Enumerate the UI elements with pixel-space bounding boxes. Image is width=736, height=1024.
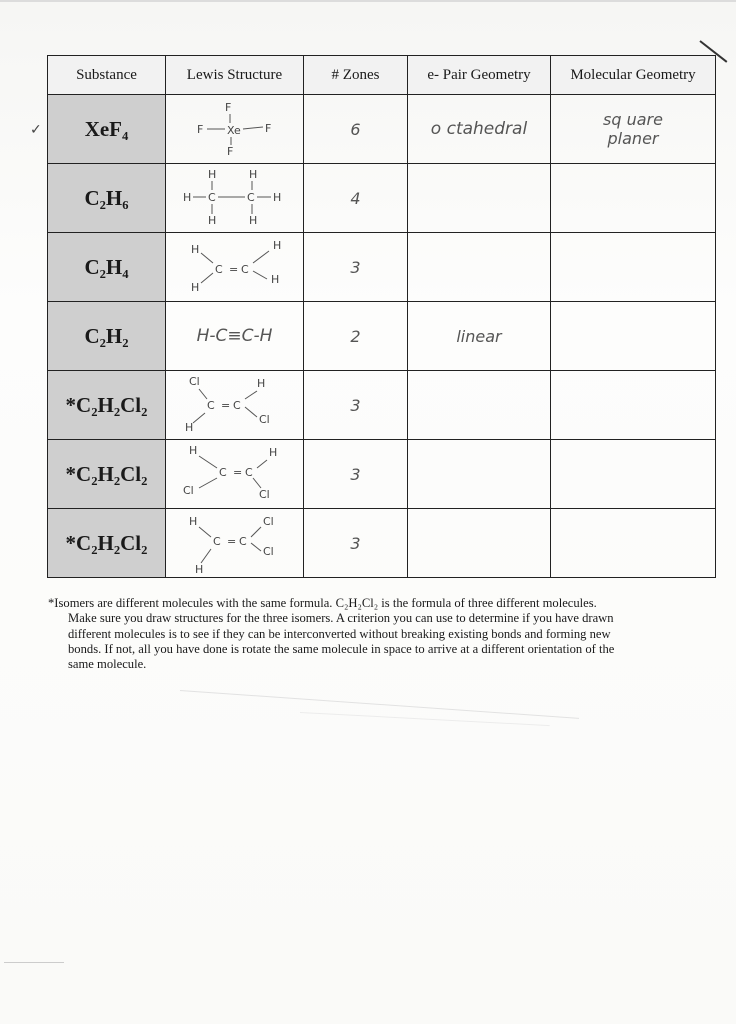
zones-cell: 3 xyxy=(304,371,408,440)
atom-f-left: F xyxy=(196,123,203,136)
zones-cell: 3 xyxy=(304,440,408,509)
zones-cell: 4 xyxy=(304,164,408,233)
table-header-row xyxy=(48,56,716,95)
lewis-c2h6-drawing xyxy=(175,166,295,230)
atom-c: C xyxy=(238,535,247,548)
atom-h: H xyxy=(190,243,199,256)
substance-cell: XeF₄ xyxy=(48,95,166,164)
atom-h: H xyxy=(272,191,281,204)
zones-cell: 2 xyxy=(304,302,408,371)
atom-c: C xyxy=(206,399,215,412)
atom-cl: Cl xyxy=(258,413,270,426)
substance-cell: C₂H₂ xyxy=(48,302,166,371)
atom-c: C xyxy=(214,263,223,276)
atom-c: C xyxy=(212,535,221,548)
atom-cl: Cl xyxy=(262,515,274,528)
epair-geometry-cell xyxy=(408,233,551,302)
atom-cl: Cl xyxy=(188,375,200,388)
epair-geometry-cell xyxy=(408,164,551,233)
atom-cl: Cl xyxy=(262,545,274,558)
double-bond: = xyxy=(228,263,238,276)
isomer-footnote xyxy=(48,596,698,672)
molecular-geometry-cell xyxy=(551,509,716,578)
substance-cell: *C₂H₂Cl₂ xyxy=(48,371,166,440)
lewis-structure-c2h2: H-C≡C-H xyxy=(166,302,304,371)
table-row xyxy=(48,302,716,371)
header-epair-geometry: e- Pair Geometry xyxy=(408,56,551,95)
atom-cl: Cl xyxy=(182,484,194,497)
scan-edge xyxy=(0,0,736,2)
atom-h: H xyxy=(270,273,279,286)
double-bond: = xyxy=(232,466,242,479)
table-row xyxy=(48,164,716,233)
header-zones: # Zones xyxy=(304,56,408,95)
zones-cell: 6 xyxy=(304,95,408,164)
lewis-isomer3-drawing xyxy=(175,511,295,575)
zones-cell: 3 xyxy=(304,233,408,302)
atom-f-top: F xyxy=(224,101,231,114)
lewis-isomer2-drawing xyxy=(175,442,295,506)
zones-cell: 3 xyxy=(304,509,408,578)
double-bond: = xyxy=(220,399,230,412)
molecular-geometry-line2: planer xyxy=(607,129,659,148)
atom-h: H xyxy=(207,168,216,181)
double-bond: = xyxy=(226,535,236,548)
atom-h: H xyxy=(256,377,265,390)
atom-h: H xyxy=(248,168,257,181)
molecular-geometry-cell xyxy=(551,371,716,440)
atom-xe: Xe xyxy=(226,124,241,137)
atom-h: H xyxy=(182,191,191,204)
lewis-structure-c2h4 xyxy=(166,233,304,302)
substance-cell: C₂H₄ xyxy=(48,233,166,302)
scan-edge-bottom xyxy=(4,962,64,963)
atom-c: C xyxy=(207,191,216,204)
epair-geometry-cell xyxy=(408,440,551,509)
footnote-line-3: different molecules is to see if they can be interconverted without breaking existing bonds and forming new xyxy=(68,626,611,641)
molecular-geometry-cell xyxy=(551,302,716,371)
atom-h: H xyxy=(188,515,197,528)
footnote-line-1: *Isomers are different molecules with the same formula. C₂H₂Cl₂ is the formula of three different molecules. xyxy=(48,596,597,610)
epair-geometry-cell xyxy=(408,371,551,440)
table-row xyxy=(48,233,716,302)
substance-cell: C₂H₆ xyxy=(48,164,166,233)
atom-h: H xyxy=(184,421,193,434)
geometry-worksheet-table xyxy=(47,55,716,578)
molecular-geometry-cell xyxy=(551,164,716,233)
footnote-line-4: bonds. If not, all you have done is rotate the same molecule in space to arrive at a different orientation of the xyxy=(68,641,615,656)
epair-geometry-cell xyxy=(408,509,551,578)
header-substance: Substance xyxy=(48,56,166,95)
molecular-geometry-line1: sq uare xyxy=(603,110,663,129)
molecular-geometry-cell xyxy=(551,440,716,509)
epair-geometry-cell: linear xyxy=(408,302,551,371)
epair-geometry-cell: o ctahedral xyxy=(408,95,551,164)
substance-cell: *C₂H₂Cl₂ xyxy=(48,509,166,578)
table-row xyxy=(48,95,716,164)
atom-c: C xyxy=(232,399,241,412)
atom-cl: Cl xyxy=(258,488,270,501)
header-molecular-geometry: Molecular Geometry xyxy=(551,56,716,95)
margin-check-mark: ✓ xyxy=(30,122,42,138)
lewis-structure-c2h2cl2-isomer-1 xyxy=(166,371,304,440)
atom-f-bottom: F xyxy=(226,145,233,158)
atom-h: H xyxy=(190,281,199,294)
header-lewis-structure: Lewis Structure xyxy=(166,56,304,95)
lewis-structure-c2h2cl2-isomer-3 xyxy=(166,509,304,578)
lewis-c2h4-drawing xyxy=(175,235,295,299)
molecular-geometry-cell xyxy=(551,233,716,302)
atom-f-right: F xyxy=(264,122,271,135)
lewis-isomer1-drawing xyxy=(175,373,295,437)
molecular-geometry-cell xyxy=(551,95,716,164)
footnote-line-5: same molecule. xyxy=(68,657,147,672)
lewis-structure-c2h6 xyxy=(166,164,304,233)
atom-c: C xyxy=(246,191,255,204)
table-row xyxy=(48,371,716,440)
table-row xyxy=(48,440,716,509)
footnote-line-2: Make sure you draw structures for the three isomers. A criterion you can use to determine if you have drawn xyxy=(68,611,614,626)
atom-h: H xyxy=(268,446,277,459)
table-row xyxy=(48,509,716,578)
atom-h: H xyxy=(272,239,281,252)
atom-c: C xyxy=(218,466,227,479)
atom-h: H xyxy=(194,563,203,575)
atom-h: H xyxy=(207,214,216,227)
atom-h: H xyxy=(248,214,257,227)
lewis-structure-xef4 xyxy=(166,95,304,164)
substance-cell: *C₂H₂Cl₂ xyxy=(48,440,166,509)
lewis-xef4-drawing xyxy=(175,97,295,161)
lewis-structure-c2h2cl2-isomer-2 xyxy=(166,440,304,509)
atom-c: C xyxy=(244,466,253,479)
atom-c: C xyxy=(240,263,249,276)
atom-h: H xyxy=(188,444,197,457)
